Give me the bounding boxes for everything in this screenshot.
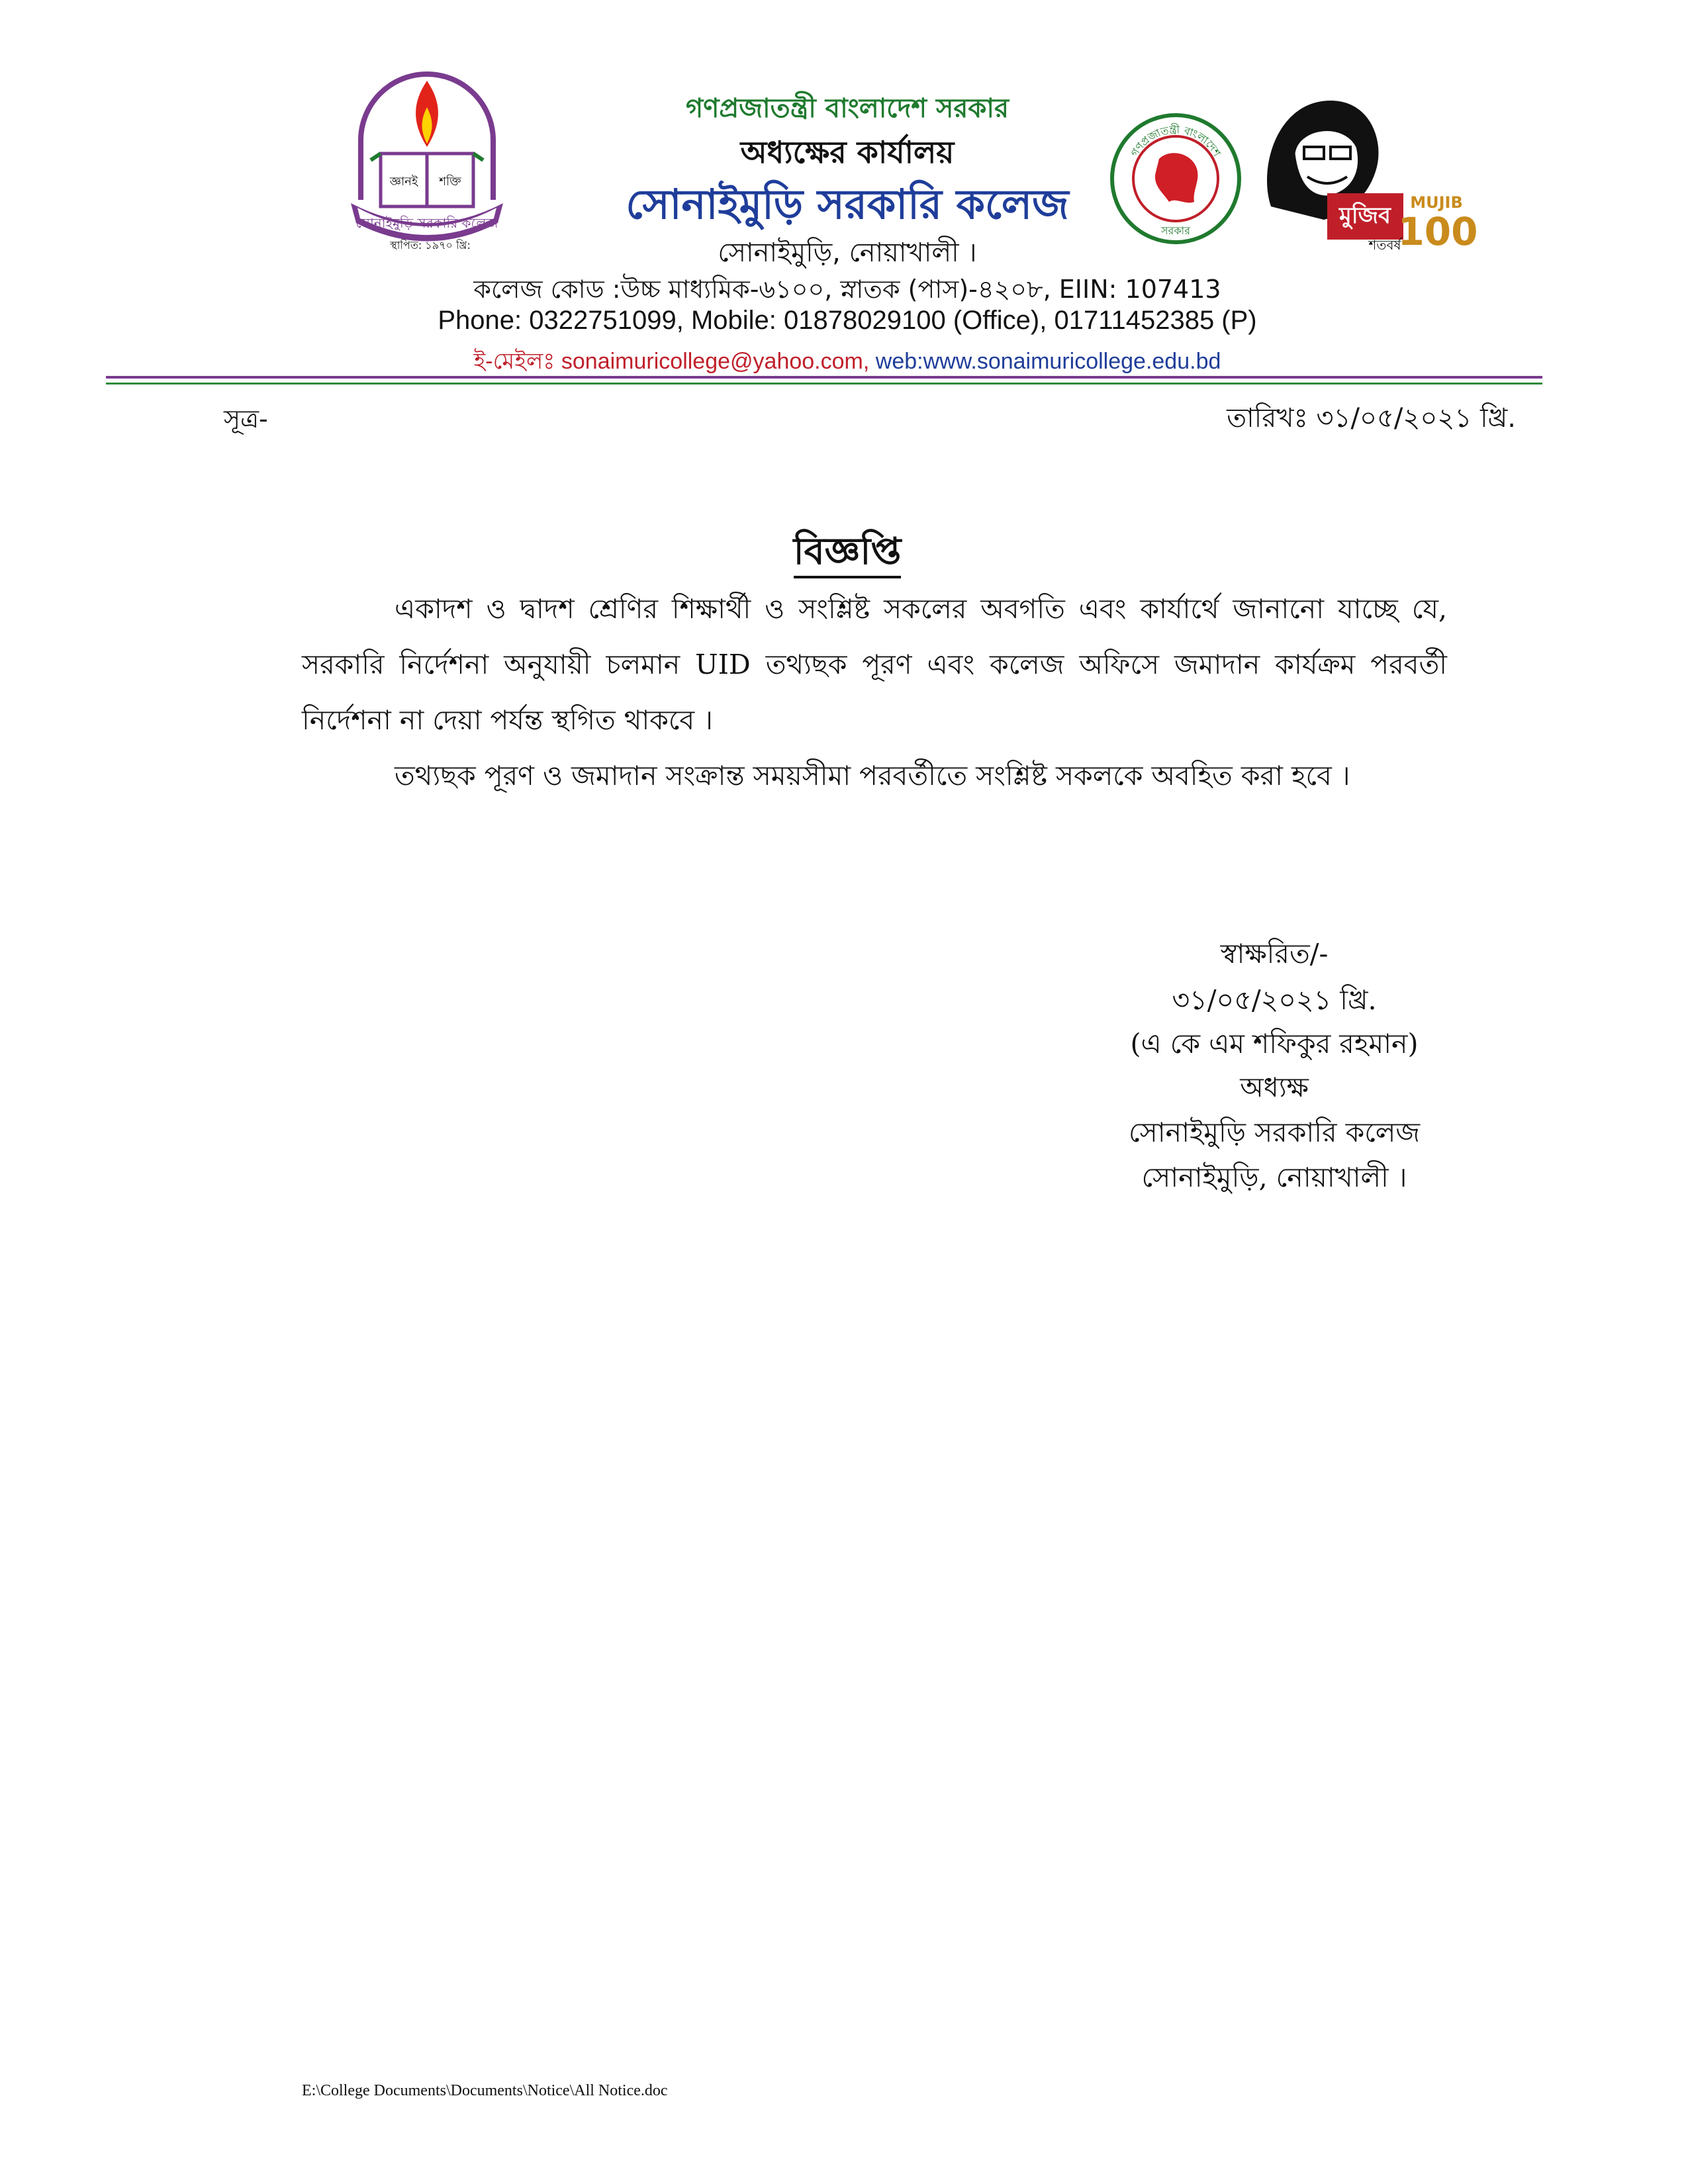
signatory-place: সোনাইমুড়ি, নোয়াখালী । [1141, 1161, 1407, 1193]
college-logo [344, 61, 510, 253]
signature-date: ৩১/০৫/২০২১ খ্রি. [1172, 984, 1377, 1016]
govt-name: গণপ্রজাতন্ত্রী বাংলাদেশ সরকার [686, 93, 1009, 124]
notice-title [728, 523, 966, 585]
reference-label: সূত্র- [224, 404, 268, 433]
phone-line: Phone: 0322751099, Mobile: 01878029100 (Office), 01711452385 (P) [438, 306, 1257, 335]
college-location: সোনাইমুড়ি, নোয়াখালী । [718, 238, 977, 268]
header-divider-purple [106, 376, 1542, 379]
email-label: ই-মেইলঃ [473, 349, 555, 374]
notice-paragraph-2: তথ্যছক পূরণ ও জমাদান সংক্রান্ত সময়সীমা পরবর্তীতে সংশ্লিষ্ট সকলকে অবহিত করা হবে । [395, 760, 1350, 792]
signatory-college: সোনাইমুড়ি সরকারি কলেজ [1128, 1116, 1420, 1148]
mujib-bangla: মুজিব [1339, 203, 1391, 229]
mujib-sub: শতবর্ষ [1368, 237, 1401, 253]
email-address[interactable]: sonaimuricollege@yahoo.com, [561, 349, 870, 374]
notice-date: তারিখঃ ৩১/০৫/২০২১ খ্রি. [1227, 403, 1516, 433]
mujib-english: MUJIB [1410, 193, 1463, 212]
website-link[interactable]: web:www.sonaimuricollege.edu.bd [875, 349, 1221, 374]
notice-paragraph-1: একাদশ ও দ্বাদশ শ্রেণির শিক্ষার্থী ও সংশ্লিষ্ট সকলের অবগতি এবং কার্যার্থে জানানো যাচ্ছে যে, সরকারি নির্দেশনা অনুযায়ী চলমান UID তথ্যছক পূরণ এবং কলেজ অফিসে জমাদান কার্যক্রম পরবর্তী নির্দেশনা না দেয়া পর্যন্ত স্থগিত থাকবে । [302, 593, 1447, 736]
logo-book-right: শক্তি [439, 175, 461, 189]
college-codes: কলেজ কোড :উচ্চ মাধ্যমিক-৬১০০, স্নাতক (পাস)-৪২০৮, EIIN: 107413 [473, 275, 1221, 304]
logo-established: স্থাপিত: ১৯৭০ খ্রি: [390, 239, 471, 251]
file-path-footer: E:\College Documents\Documents\Notice\All Notice.doc [302, 2082, 668, 2099]
logo-ribbon-text: সোনাইমুড়ি সরকারি কলেজ [355, 215, 498, 231]
notice-title-text: বিজ্ঞপ্তি [794, 530, 902, 578]
mujib-logo [1244, 81, 1478, 254]
college-name: সোনাইমুড়ি সরকারি কলেজ [626, 180, 1069, 228]
mujib-number: 100 [1397, 209, 1478, 254]
signature-signed: স্বাক্ষরিত/- [1220, 938, 1329, 970]
seal-top-text: গণপ্রজাতন্ত্রী বাংলাদেশ [1128, 123, 1223, 159]
notice-body [302, 581, 1447, 803]
header-divider-green [106, 383, 1542, 385]
signatory-designation: অধ্যক্ষ [1240, 1071, 1309, 1103]
seal-bottom-text: সরকার [1160, 224, 1191, 237]
office-name: অধ্যক্ষের কার্যালয় [740, 134, 955, 170]
signatory-name: (এ কে এম শফিকুর রহমান) [1130, 1028, 1419, 1060]
logo-book-left: জ্ঞানই [389, 175, 418, 189]
